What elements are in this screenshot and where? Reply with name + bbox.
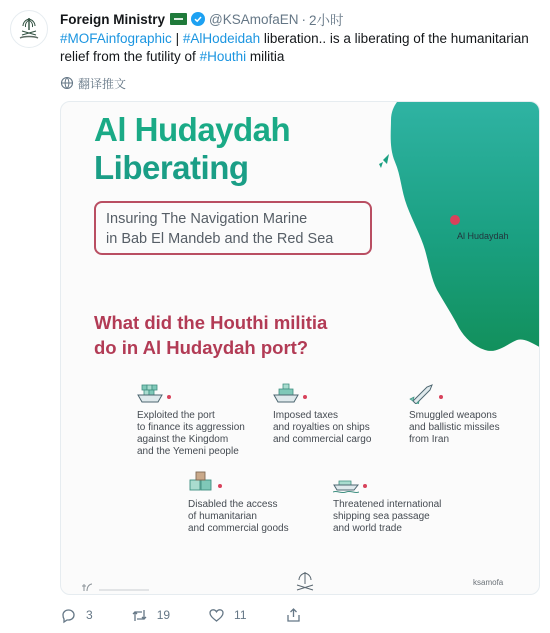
like-button[interactable] (208, 607, 246, 624)
item-line: and royalties on ships (273, 422, 370, 433)
red-dot-icon (303, 395, 307, 399)
infographic-title-line1: Al Hudaydah (94, 111, 291, 148)
info-item-exploited-port (137, 380, 245, 458)
retweet-button[interactable] (131, 607, 170, 624)
item-line: Threatened international (333, 499, 442, 510)
globe-icon (60, 76, 74, 90)
author-handle[interactable]: @KSAmofaEN (209, 11, 299, 27)
map-label: Al Hudaydah (457, 231, 509, 241)
info-item-threatened-shipping (333, 469, 441, 535)
missile-icon (409, 382, 435, 404)
info-item-imposed-taxes (273, 380, 371, 446)
footer-logo-mark (81, 580, 151, 592)
retweet-count: 19 (156, 608, 171, 622)
red-dot-icon (167, 395, 171, 399)
item-line: and the Yemeni people (137, 446, 239, 457)
tweet-timestamp[interactable]: 2小时 (309, 13, 344, 28)
yemen-coast-map (391, 102, 540, 351)
verified-badge-icon (191, 12, 205, 26)
info-item-smuggled-weapons (409, 380, 500, 446)
heart-icon (208, 607, 225, 624)
header-separator: · (301, 11, 306, 27)
boat-icon (333, 471, 359, 493)
item-line: Smuggled weapons (409, 410, 497, 421)
item-line: and ballistic missiles (409, 422, 500, 433)
subtitle-line2: in Bab El Mandeb and the Red Sea (106, 231, 334, 247)
share-icon (285, 607, 302, 624)
question-line2: do in Al Hudaydah port? (94, 337, 309, 358)
question-line1: What did the Houthi militia (94, 312, 328, 333)
red-dot-icon (439, 395, 443, 399)
cargo-boxes-icon (188, 471, 214, 493)
info-item-disabled-access (188, 469, 289, 535)
hashtag-houthi[interactable]: #Houthi (199, 49, 247, 64)
ship-taxes-icon (273, 382, 299, 404)
item-line: and commercial goods (188, 523, 289, 534)
reply-button[interactable] (60, 607, 93, 624)
tweet-text-segment: | (171, 31, 183, 46)
location-pin-icon (450, 215, 460, 225)
item-line: Exploited the port (137, 410, 215, 421)
reply-count: 3 (86, 608, 93, 622)
item-line: to finance its aggression (137, 422, 245, 433)
like-count: 11 (234, 608, 247, 622)
ministry-emblem-icon (14, 14, 44, 44)
reply-icon (60, 607, 77, 624)
item-line: Disabled the access (188, 499, 278, 510)
tweet-text-segment: liberation.. is a liberating of the humanitarian relief from the futility of (60, 31, 529, 64)
item-line: from Iran (409, 434, 450, 445)
subtitle-line1: Insuring The Navigation Marine (106, 211, 308, 227)
infographic-title-line2: Liberating (94, 149, 249, 186)
item-line: against the Kingdom (137, 434, 229, 445)
infographic-image[interactable] (60, 101, 540, 595)
item-line: and world trade (333, 523, 402, 534)
saudi-flag-icon (170, 13, 187, 25)
share-button[interactable] (285, 607, 311, 624)
tweet-actions (60, 606, 349, 624)
translate-label: 翻译推文 (78, 76, 127, 91)
red-dot-icon (363, 484, 367, 488)
tweet-header (60, 10, 344, 28)
subtitle-box (94, 201, 372, 255)
tweet-text-segment: militia (246, 49, 285, 64)
item-line: shipping sea passage (333, 511, 430, 522)
cargo-ship-icon (137, 382, 163, 404)
tweet-text (60, 30, 538, 66)
item-line: of humanitarian (188, 511, 257, 522)
footer-brand-text: ksamofa (473, 578, 504, 587)
hashtag-mofainfographic[interactable]: #MOFAinfographic (60, 31, 172, 46)
translate-tweet-link[interactable] (60, 75, 126, 91)
author-name[interactable]: Foreign Ministry (60, 11, 166, 27)
footer-emblem-icon (291, 570, 319, 594)
red-dot-icon (218, 484, 222, 488)
retweet-icon (131, 607, 148, 624)
item-line: and commercial cargo (273, 434, 372, 445)
item-line: Imposed taxes (273, 410, 339, 421)
hashtag-alhodeidah[interactable]: #AlHodeidah (182, 31, 261, 46)
avatar[interactable] (10, 10, 48, 48)
